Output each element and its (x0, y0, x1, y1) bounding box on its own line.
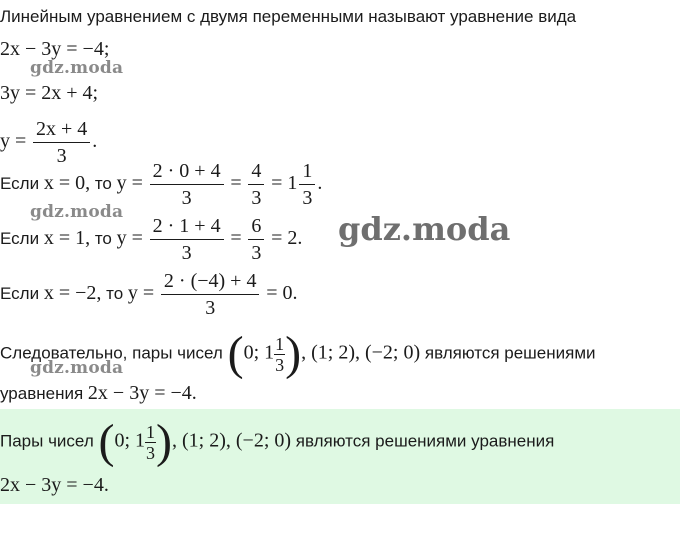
case2-y: y = (116, 226, 143, 249)
answer-rest: , (1; 2), (−2; 0) (172, 429, 292, 452)
case1-fraction-3 (299, 160, 315, 209)
case1-tail: . (317, 171, 323, 194)
answer-pre: Пары чисел (0, 431, 94, 451)
conclusion-line2-pre: уравнения (0, 384, 84, 403)
watermark-2: gdz.moda (30, 202, 124, 222)
case1-mixed-whole: = 1 (271, 171, 298, 194)
watermark-3: gdz.moda (30, 358, 124, 378)
case2-numerator: 2 · 1 + 4 (150, 215, 224, 240)
answer-pair1-numerator: 1 (146, 421, 156, 442)
case1-denominator-3: 3 (302, 187, 313, 209)
case3-denominator: 3 (205, 297, 216, 319)
answer-line-1 (0, 415, 555, 468)
case3-numerator: 2 · (−4) + 4 (161, 270, 260, 295)
case2-numerator-2: 6 (248, 215, 264, 240)
answer-left-paren: ( (98, 415, 115, 468)
case3-y: y = (127, 281, 155, 304)
answer-pair1: 0; 1 (114, 429, 146, 452)
case1-fraction (150, 160, 224, 209)
eq3-lhs: y = (0, 129, 27, 152)
conclusion-pair1-fraction (274, 334, 285, 375)
case1-numerator-3: 1 (299, 160, 315, 185)
conclusion-pair1-numerator: 1 (275, 333, 285, 354)
case2-fraction-2 (248, 215, 264, 264)
eq3-tail: . (92, 129, 98, 152)
case1-equals: = (230, 171, 242, 194)
case1-fraction-2 (248, 160, 264, 209)
conclusion-line-2 (0, 382, 197, 405)
case3-pre: Если (0, 283, 40, 303)
intro-text: Линейным уравнением с двумя переменными называют уравнение вида (0, 7, 577, 26)
case1-cond: x = 0, (43, 171, 91, 194)
eq3-numerator: 2x + 4 (33, 118, 90, 143)
conclusion-line2-eq: 2x − 3y = −4. (87, 382, 197, 404)
case3-tail: = 0. (266, 281, 298, 304)
answer-pair1-denominator: 3 (146, 442, 156, 463)
case-3 (0, 270, 297, 319)
conclusion-pre: Следовательно, пары чисел (0, 343, 223, 363)
case-2 (0, 215, 302, 264)
right-paren: ) (285, 327, 302, 380)
case1-pre: Если (0, 173, 40, 193)
case1-mid: то (94, 173, 112, 193)
answer-post: являются решениями уравнения (295, 431, 555, 451)
watermark-large: gdz.moda (338, 210, 511, 248)
left-paren: ( (227, 327, 244, 380)
watermark-1: gdz.moda (30, 58, 124, 78)
case1-denominator-2: 3 (251, 187, 262, 209)
conclusion-pair1: 0; 1 (243, 341, 275, 364)
equation-2: 3y = 2x + 4; (0, 82, 99, 104)
conclusion-post: являются решениями (424, 343, 596, 363)
answer-pair1-fraction (145, 422, 156, 463)
conclusion-rest: , (1; 2), (−2; 0) (301, 341, 421, 364)
case3-mid: то (106, 283, 124, 303)
case3-fraction (161, 270, 260, 319)
conclusion-pair1-denominator: 3 (275, 354, 285, 375)
case2-tail: = 2. (271, 226, 303, 249)
case2-mid: то (94, 228, 112, 248)
case2-denominator: 3 (181, 242, 192, 264)
case2-fraction (150, 215, 224, 264)
case2-cond: x = 1, (43, 226, 91, 249)
case3-cond: x = −2, (43, 281, 102, 304)
case1-y: y = (116, 171, 143, 194)
case2-pre: Если (0, 228, 40, 248)
case2-denominator-2: 3 (251, 242, 262, 264)
case1-numerator: 2 · 0 + 4 (150, 160, 224, 185)
case1-numerator-2: 4 (248, 160, 264, 185)
equation-1: 2x − 3y = −4; (0, 38, 110, 60)
answer-right-paren: ) (156, 415, 172, 468)
answer-equation: 2x − 3y = −4. (0, 474, 109, 496)
case2-equals: = (230, 226, 242, 249)
case1-denominator: 3 (181, 187, 192, 209)
eq3-denominator: 3 (56, 145, 67, 167)
